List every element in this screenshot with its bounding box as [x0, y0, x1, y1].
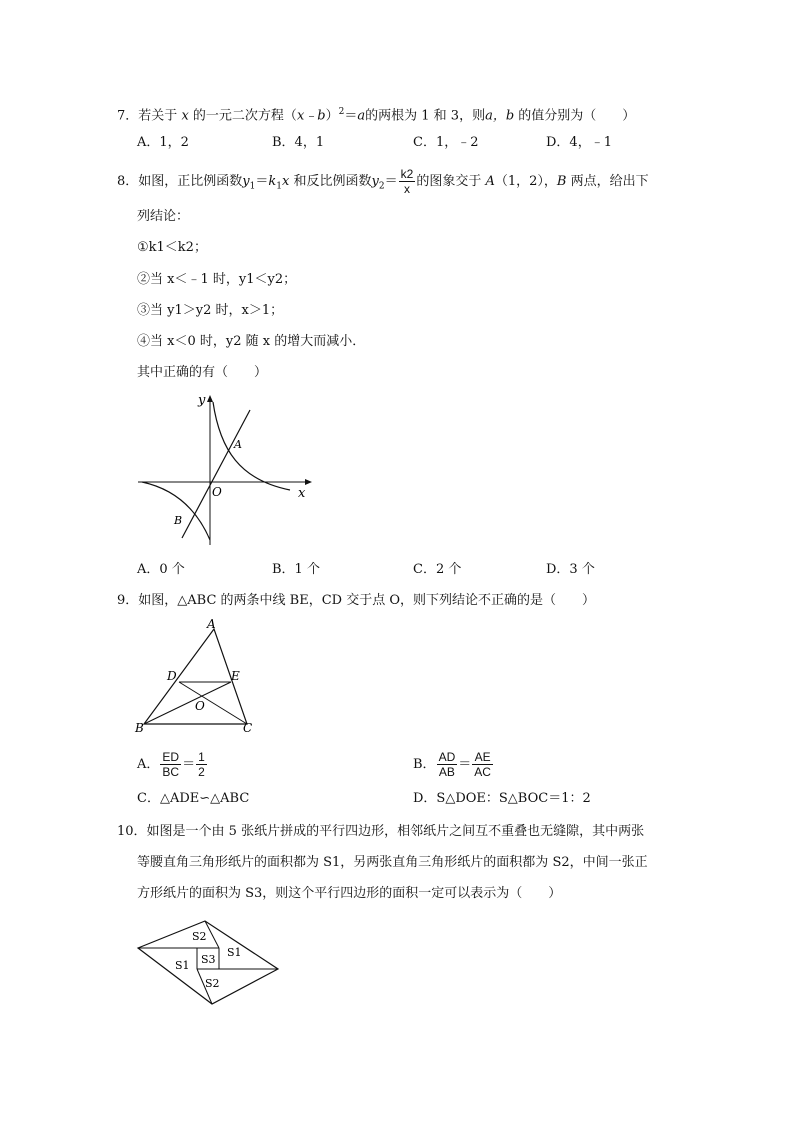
q9-option-a-frac2	[196, 750, 207, 779]
q9-number: 9．	[117, 593, 139, 608]
q8-conclusion-4: ④当 x＜0 时，y2 随 x 的增大而减小．	[137, 334, 366, 349]
q8-origin-label: O	[212, 485, 222, 499]
q8-frac-den: x	[403, 182, 410, 196]
q9-option-b-frac2-num: AE	[472, 750, 493, 765]
q8-text: 如图，正比例函数	[138, 174, 243, 189]
q9-label-o: O	[195, 699, 205, 713]
q9-label-c: C	[243, 721, 253, 735]
q8-text: 和反比例函数	[293, 174, 372, 189]
q8-number: 8．	[117, 174, 139, 189]
q9-text: 如图，△ABC 的两条中线 BE，CD 交于点 O，则下列结论不正确的是（ ）	[138, 593, 596, 608]
q8-var: B	[556, 174, 567, 189]
q7-var: a	[357, 108, 366, 124]
q8-var: y	[371, 174, 379, 189]
q8-conclusion-3: ③当 y1＞y2 时，x＞1；	[137, 303, 284, 318]
q7-text: 的两根为 1 和 3，则	[365, 108, 486, 124]
q10-label-s1-right: S1	[227, 946, 242, 959]
q8-point-a-label: A	[234, 438, 242, 451]
q8-fraction	[399, 167, 416, 196]
q9-triangle-figure	[135, 618, 260, 736]
q8-stem: 8．如图，正比例函数$y_1=k_1x$ 和反比例函数$y_2=$ $\frac{k2}{x}$ 的图象交于 A（1，2），B 两点，给出下	[117, 167, 649, 196]
q8-function-graph	[130, 390, 320, 550]
q8-text: 的图象交于	[416, 174, 482, 189]
q8-question: 其中正确的有（ ）	[137, 365, 268, 380]
q9-option-a-frac1	[160, 750, 181, 779]
q9-option-a-label: A．	[137, 757, 160, 772]
q8-text: ＝	[255, 174, 269, 189]
q8-frac-num: k2	[400, 167, 414, 181]
q7-text: 若关于	[138, 108, 178, 124]
q7-text: 的一元二次方程（	[192, 108, 297, 124]
q8-conclusion-1: ①k1＜k2；	[137, 240, 207, 255]
q10-label-s2-bottom: S2	[205, 977, 220, 990]
q10-stem-line3: 方形纸片的面积为 S3，则这个平行四边形的面积一定可以表示为（ ）	[137, 886, 562, 901]
q9-label-e: E	[231, 669, 240, 683]
q8-text: 两点，给出下	[570, 174, 649, 189]
q9-option-b-frac1-num: AD	[438, 750, 456, 764]
q8-option-d[interactable]: D．3 个	[546, 562, 595, 577]
q10-stem-line2: 等腰直角三角形纸片的面积都为 S1，另两张直角三角形纸片的面积都为 S2，中间一张正	[137, 855, 648, 870]
q7-number: 7．	[117, 108, 139, 124]
q10-label-s1-left: S1	[175, 959, 190, 972]
q9-option-c[interactable]: C．△ADE∽△ABC	[137, 791, 250, 806]
q9-option-d[interactable]: D．S△DOE：S△BOC＝1：2	[413, 791, 591, 806]
q10-stem-line1	[117, 823, 644, 841]
q9-label-b: B	[135, 721, 144, 735]
q7-option-a[interactable]: A．1，2	[137, 135, 189, 150]
q8-point-b-label: B	[174, 514, 183, 527]
q7-text: ＝	[344, 108, 358, 124]
q7-var: x	[181, 108, 189, 124]
q7-stem	[117, 103, 635, 125]
q7-text: ）	[325, 108, 339, 124]
q9-option-b-frac2-den: AC	[474, 765, 491, 779]
q9-option-b[interactable]	[413, 748, 494, 782]
q9-option-a-frac2-den: 2	[198, 765, 205, 779]
q9-stem	[117, 592, 595, 610]
q8-y-axis-label: y	[198, 393, 206, 408]
q9-option-a-frac1-den: BC	[162, 765, 180, 779]
q8-conclusion-2: ②当 x＜﹣1 时，y1＜y2；	[137, 272, 297, 287]
q8-x-axis-label: x	[298, 486, 306, 501]
q10-parallelogram-figure	[135, 912, 285, 1012]
q9-option-a-frac1-num: ED	[162, 750, 180, 764]
q10-number: 10．	[117, 824, 147, 839]
q9-option-b-eq: ＝	[458, 757, 472, 772]
q8-option-c[interactable]: C．2 个	[413, 562, 462, 577]
q8-option-b[interactable]: B．1 个	[272, 562, 320, 577]
q7-expr: x﹣b	[296, 108, 326, 124]
q8-text: ＝	[384, 174, 398, 189]
q7-var: a，b	[485, 108, 515, 124]
q9-option-b-frac1-den: AB	[438, 765, 455, 779]
q9-option-b-frac1	[437, 750, 458, 779]
q9-option-a[interactable]	[137, 748, 208, 782]
q7-text: 的值分别为（ ）	[518, 108, 636, 124]
q9-option-b-frac2	[472, 750, 493, 779]
q8-var: x	[282, 174, 290, 189]
q9-option-a-eq: ＝	[182, 757, 196, 772]
q8-var: k	[268, 174, 277, 189]
q8-var: y	[242, 174, 250, 189]
q10-label-s2-top: S2	[192, 930, 207, 943]
q9-option-a-frac2-num: 1	[198, 750, 205, 764]
q8-option-a[interactable]: A．0 个	[137, 562, 185, 577]
q8-var: A	[485, 174, 495, 189]
q8-text: （1，2），	[494, 174, 557, 189]
q10-text: 如图是一个由 5 张纸片拼成的平行四边形，相邻纸片之间互不重叠也无缝隙，其中两张	[146, 824, 645, 839]
q10-label-s3: S3	[201, 953, 216, 966]
q7-option-b[interactable]: B．4，1	[272, 135, 325, 150]
q8-line2: 列结论：	[137, 209, 190, 224]
q9-label-d: D	[167, 669, 177, 683]
q9-label-a: A	[207, 617, 216, 631]
q7-option-d[interactable]: D．4，﹣1	[546, 135, 612, 150]
q7-option-c[interactable]: C．1，﹣2	[413, 135, 479, 150]
q9-option-b-label: B．	[413, 757, 436, 772]
q7-exponent: 2	[338, 107, 345, 117]
